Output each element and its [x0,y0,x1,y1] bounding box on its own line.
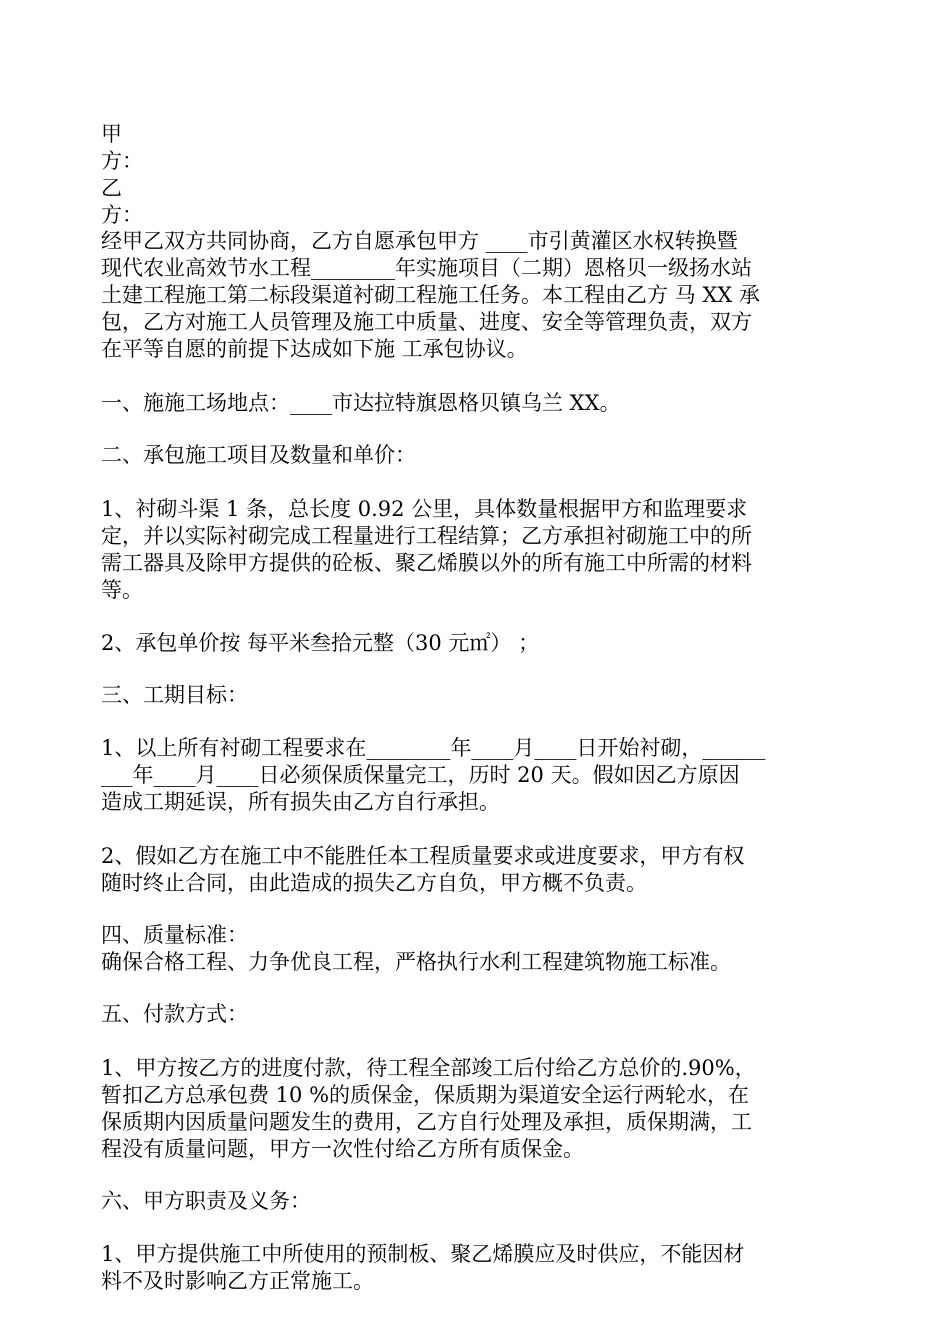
intro-line-3: 土建工程施工第二标段渠道衬砌工程施工任务。本工程由乙方 马 XX 承 [101,283,760,307]
section-2-heading: 二、承包施工项目及数量和单价： [101,443,416,467]
section-4-body: 确保合格工程、力争优良工程，严格执行水利工程建筑物施工标准。 [101,950,731,974]
section-2-item-1-line-1: 1、衬砌斗渠 1 条，总长度 0.92 公里，具体数量根据甲方和监理要求 [101,497,748,521]
intro-line-2: 现代农业高效节水工程________年实施项目（二期）恩格贝一级扬水站 [101,256,752,280]
section-2-item-1-line-2: 定，并以实际衬砌完成工程量进行工程结算；乙方承担衬砌施工中的所 [101,524,752,548]
section-3-item-2-line-2: 随时终止合同，由此造成的损失乙方自负，甲方概不负责。 [101,871,647,895]
section-5-item-1-line-2: 暂扣乙方总承包费 10 %的质保金，保质期为渠道安全运行两轮水，在 [101,1083,750,1107]
section-6-heading: 六、甲方职责及义务： [101,1189,311,1213]
section-3-item-1-line-2: ___年____月____日必须保质保量完工，历时 20 天。假如因乙方原因 [101,763,740,787]
section-3-item-2-line-1: 2、假如乙方在施工中不能胜任本工程质量要求或进度要求，甲方有权 [101,844,745,868]
intro-line-5: 在平等自愿的前提下达成如下施 工承包协议。 [101,337,528,361]
section-6-item-1-line-1: 1、甲方提供施工中所使用的预制板、聚乙烯膜应及时供应，不能因材 [101,1242,745,1266]
section-2-item-1-line-3: 需工器具及除甲方提供的砼板、聚乙烯膜以外的所有施工中所需的材料 [101,551,752,575]
section-3-heading: 三、工期目标： [101,683,248,707]
party-b-label-1: 乙 [101,176,122,200]
section-5-item-1-line-3: 保质期内因质量问题发生的费用，乙方自行处理及承担，质保期满，工 [101,1110,752,1134]
intro-line-1: 经甲乙双方共同协商，乙方自愿承包甲方 ____市引黄灌区水权转换暨 [101,229,738,253]
section-3-item-1-line-3: 造成工期延误，所有损失由乙方自行承担。 [101,790,500,814]
section-3-item-1-line-1: 1、以上所有衬砌工程要求在________年____月____日开始衬砌，______ [101,736,766,760]
section-5-heading: 五、付款方式： [101,1002,248,1026]
section-2-item-1-line-4: 等。 [101,578,143,602]
section-2-item-2: 2、承包单价按 每平米叁拾元整（30 元㎡） ； [101,631,540,655]
party-a-label-2: 方： [101,149,143,173]
intro-line-4: 包，乙方对施工人员管理及施工中质量、进度、安全等管理负责，双方 [101,310,752,334]
section-1-heading: 一、施施工场地点：____市达拉特旗恩格贝镇乌兰 XX。 [101,391,621,415]
section-4-heading: 四、质量标准： [101,923,248,947]
section-6-item-1-line-2: 料不及时影响乙方正常施工。 [101,1269,374,1293]
section-5-item-1-line-4: 程没有质量问题，甲方一次性付给乙方所有质保金。 [101,1137,584,1161]
section-5-item-1-line-1: 1、甲方按乙方的进度付款，待工程全部竣工后付给乙方总价的.90%， [101,1056,756,1080]
party-b-label-2: 方： [101,203,143,227]
party-a-label-1: 甲 [101,122,122,146]
